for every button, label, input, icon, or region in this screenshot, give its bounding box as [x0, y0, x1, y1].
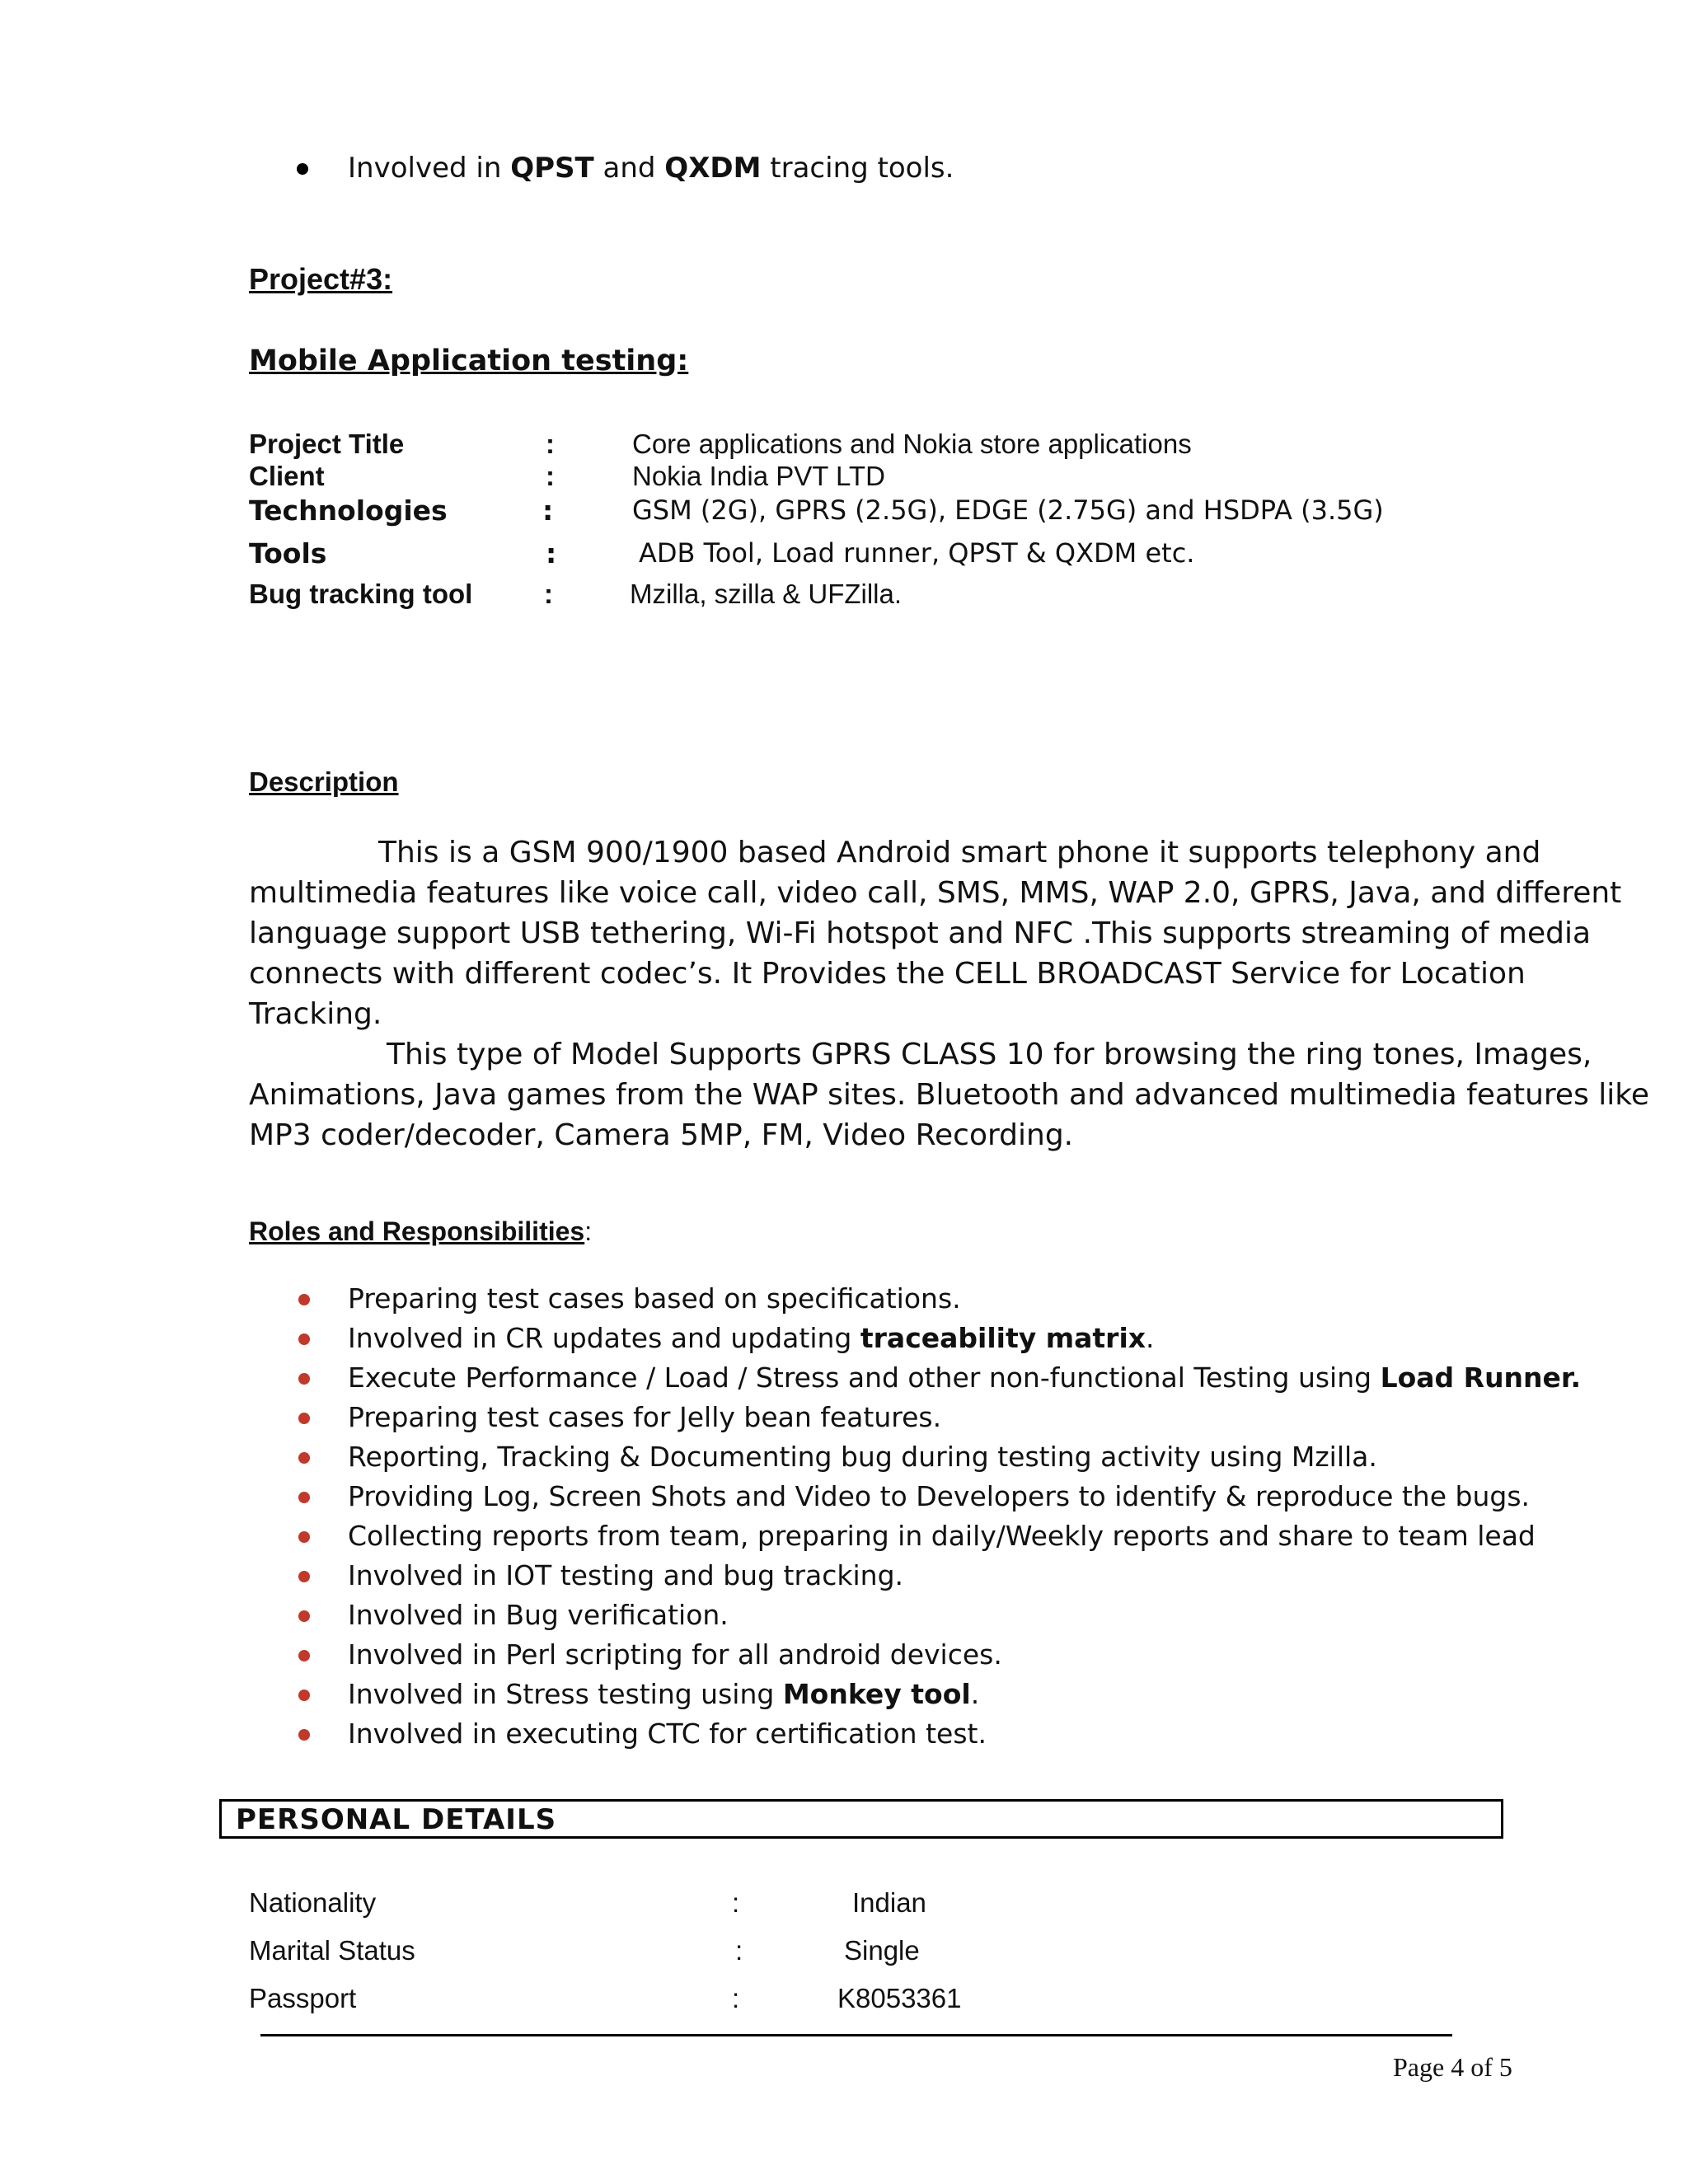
tools-colon: : — [546, 537, 557, 569]
nationality-label: Nationality — [249, 1887, 377, 1918]
client-colon: : — [546, 461, 555, 491]
client-label: Client — [249, 461, 325, 491]
bullet-icon — [298, 1571, 310, 1582]
description-line: Animations, Java games from the WAP sites. Bluetooth and advanced multimedia features like — [249, 1078, 1649, 1112]
description-paragraph-2 — [249, 1034, 1649, 1155]
description-line: language support USB tethering, Wi-Fi hotspot and NFC .This supports streaming of media — [249, 916, 1592, 950]
description-line: MP3 coder/decoder, Camera 5MP, FM, Video Recording. — [249, 1118, 1074, 1152]
project-title-value: Core applications and Nokia store applications — [632, 429, 1192, 459]
bullet-text: Involved in QPST and QXDM tracing tools. — [348, 152, 954, 185]
description-paragraph-1 — [249, 832, 1622, 1034]
passport-value: K8053361 — [837, 1983, 962, 2013]
page-number: Page 4 of 5 — [1393, 2052, 1512, 2082]
bullet-icon — [297, 163, 308, 175]
bullet-icon — [298, 1333, 310, 1345]
description-heading: Description — [249, 766, 399, 797]
bug-tracking-tool-label: Bug tracking tool — [249, 579, 473, 609]
tools-label: Tools — [249, 537, 327, 569]
nationality-value: Indian — [852, 1887, 926, 1918]
marital-status-value: Single — [844, 1935, 920, 1966]
technologies-value: GSM (2G), GPRS (2.5G), EDGE (2.75G) and HSDPA (3.5G) — [632, 494, 1384, 526]
technologies-colon: : — [542, 494, 554, 527]
description-line: multimedia features like voice call, video call, SMS, MMS, WAP 2.0, GPRS, Java, and different — [249, 876, 1622, 910]
bullet-icon — [298, 1413, 310, 1424]
roles-heading: Roles and Responsibilities: — [249, 1216, 593, 1246]
footer-divider — [260, 2034, 1452, 2036]
bullet-icon — [298, 1531, 310, 1543]
client-value: Nokia India PVT LTD — [632, 461, 885, 491]
description-line: connects with different codec’s. It Provides the CELL BROADCAST Service for Location — [249, 957, 1526, 991]
bullet-icon — [298, 1610, 310, 1622]
mobile-testing-heading: Mobile Application testing: — [249, 344, 689, 377]
passport-label: Passport — [249, 1983, 357, 2013]
personal-details-title: PERSONAL DETAILS — [236, 1803, 557, 1836]
description-line: Tracking. — [249, 997, 382, 1031]
project-title-colon: : — [546, 429, 555, 459]
bullet-icon — [298, 1373, 310, 1385]
marital-status-colon: : — [735, 1935, 743, 1966]
description-line: This is a GSM 900/1900 based Android smart phone it supports telephony and — [378, 836, 1541, 869]
bullet-icon — [298, 1729, 310, 1741]
project-title-label: Project Title — [249, 429, 405, 459]
bullet-icon — [298, 1492, 310, 1503]
bullet-icon — [298, 1452, 310, 1464]
bug-tracking-tool-colon: : — [544, 579, 553, 609]
description-line: This type of Model Supports GPRS CLASS 10 for browsing the ring tones, Images, — [387, 1038, 1592, 1071]
bullet-icon — [298, 1650, 310, 1661]
tools-value: ADB Tool, Load runner, QPST & QXDM etc. — [639, 537, 1195, 569]
bug-tracking-tool-value: Mzilla, szilla & UFZilla. — [630, 579, 903, 609]
nationality-colon: : — [732, 1887, 740, 1918]
passport-colon: : — [732, 1983, 740, 2013]
bullet-icon — [298, 1690, 310, 1701]
technologies-label: Technologies — [249, 494, 448, 527]
marital-status-label: Marital Status — [249, 1935, 415, 1966]
project-heading: Project#3: — [249, 262, 393, 296]
bullet-icon — [298, 1294, 310, 1305]
